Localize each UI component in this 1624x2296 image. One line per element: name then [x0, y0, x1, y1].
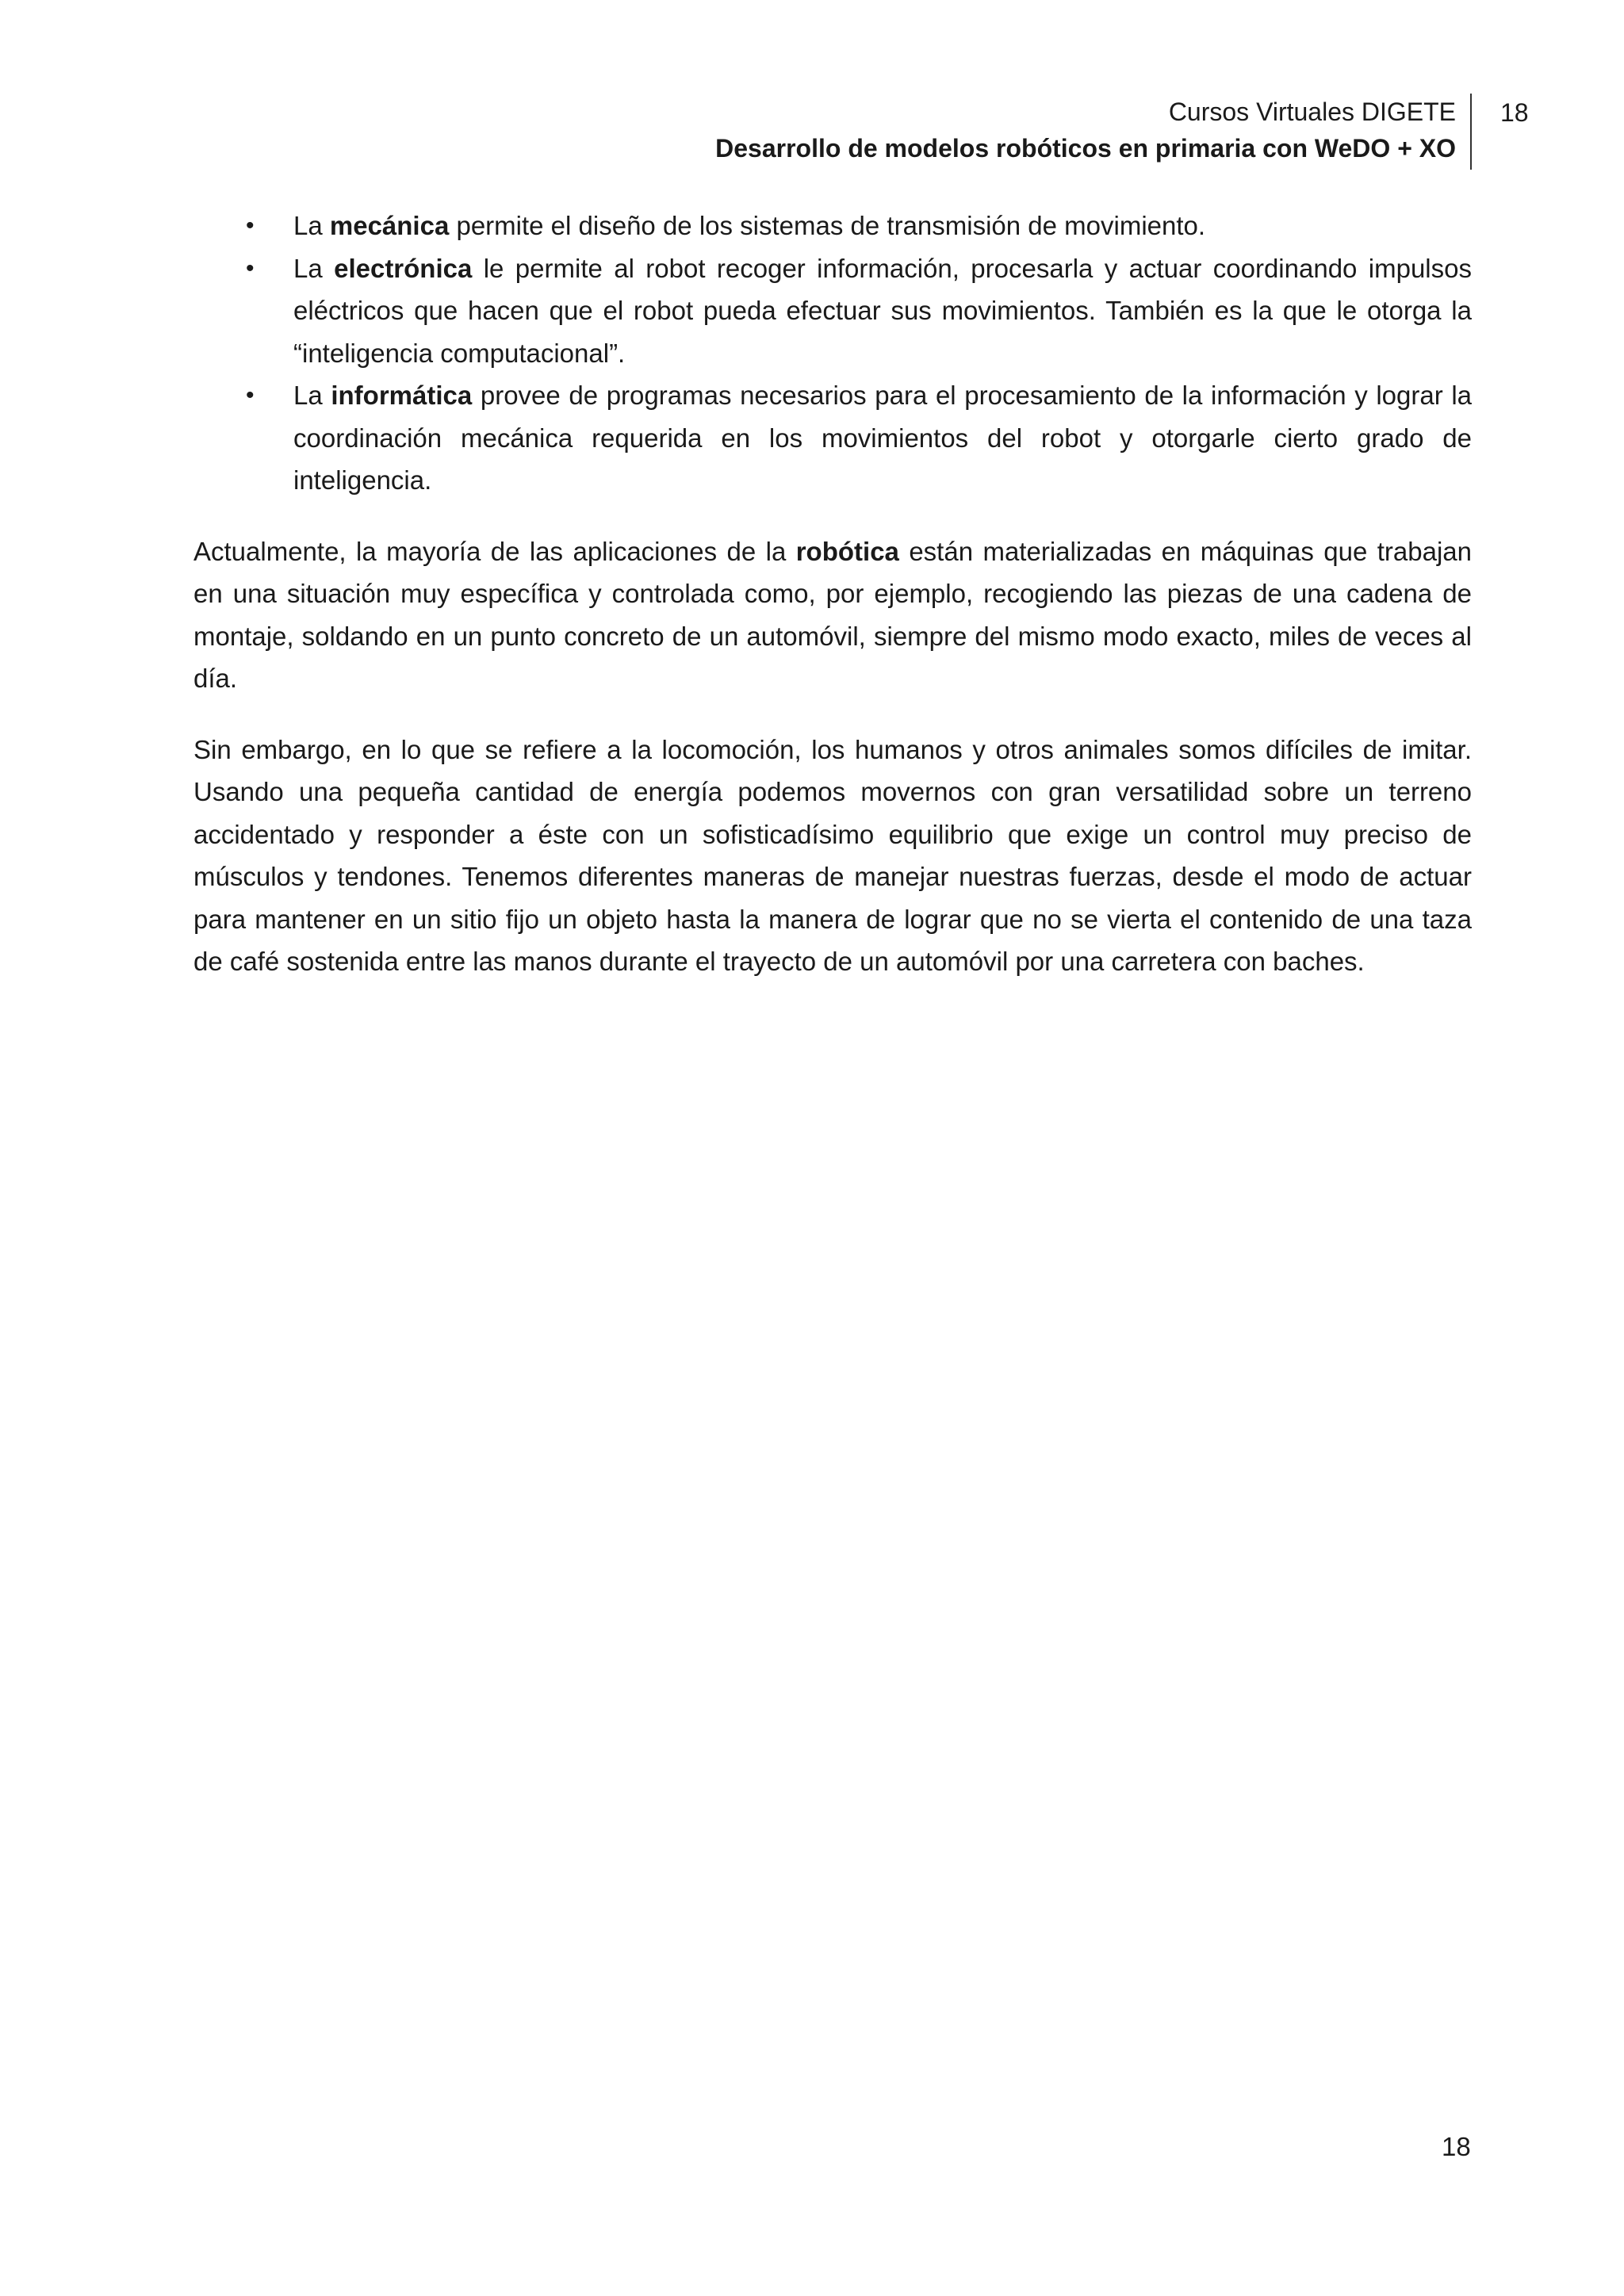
footer-page-number: 18 — [1442, 2132, 1471, 2161]
bullet-text: le permite al robot recoger información, procesarla y actuar coordinando impulsos eléctricos que hacen que el robot pueda efectuar sus movimientos. También es la que le otorga la “inteligencia computacional”. — [293, 253, 1472, 368]
bullet-icon: • — [246, 382, 255, 408]
bullet-icon: • — [246, 212, 255, 239]
bullet-term: electrónica — [334, 253, 473, 283]
bullet-icon: • — [246, 254, 255, 281]
paragraph-text-after: están materializadas en máquinas que trabajan en una situación muy específica y controlada como, por ejemplo, recogiendo las piezas de una cadena de montaje, soldando en un punto concreto de un automóvil, siempre del mismo modo exacto, miles de veces al día. — [193, 536, 1472, 693]
bullet-prefix: La — [293, 253, 335, 283]
paragraph-bold-term: robótica — [795, 536, 899, 566]
paragraph-locomotion: Sin embargo, en lo que se refiere a la locomoción, los humanos y otros animales somos difíciles de imitar. Usando una pequeña cantidad de energía podemos movernos con gran versatilidad sobre un terreno accidentado y responder a éste con un sofisticadísimo equilibrio que exige un control muy preciso de músculos y tendones. Tenemos diferentes maneras de manejar nuestras fuerzas, desde el modo de actuar para mantener en un sitio fijo un objeto hasta la manera de lograr que no se vierta el contenido de una taza de café sostenida entre las manos durante el trayecto de un automóvil por una carretera con baches. — [193, 734, 1472, 976]
bullet-term: mecánica — [329, 211, 450, 240]
page-content — [193, 205, 1472, 983]
bullet-prefix: La — [293, 211, 330, 240]
list-item — [193, 374, 1472, 502]
header-page-number: 18 — [1500, 98, 1529, 127]
list-item — [193, 205, 1472, 247]
paragraph-text-before: Actualmente, la mayoría de las aplicaciones de la — [193, 536, 796, 566]
list-item — [193, 247, 1472, 375]
bullet-text: permite el diseño de los sistemas de transmisión de movimiento. — [449, 211, 1206, 240]
header-course: Cursos Virtuales DIGETE — [1168, 98, 1456, 126]
header-title: Desarrollo de modelos robóticos en primaria con WeDO + XO — [715, 134, 1456, 163]
bullet-term: informática — [331, 381, 473, 410]
bullet-prefix: La — [293, 381, 331, 410]
paragraph-robotics — [193, 530, 1472, 700]
bullet-text: provee de programas necesarios para el procesamiento de la información y lograr la coordinación mecánica requerida en los movimientos del robot y otorgarle cierto grado de inteligencia. — [293, 381, 1473, 495]
page-header — [266, 94, 1472, 170]
bullet-list — [193, 205, 1472, 502]
